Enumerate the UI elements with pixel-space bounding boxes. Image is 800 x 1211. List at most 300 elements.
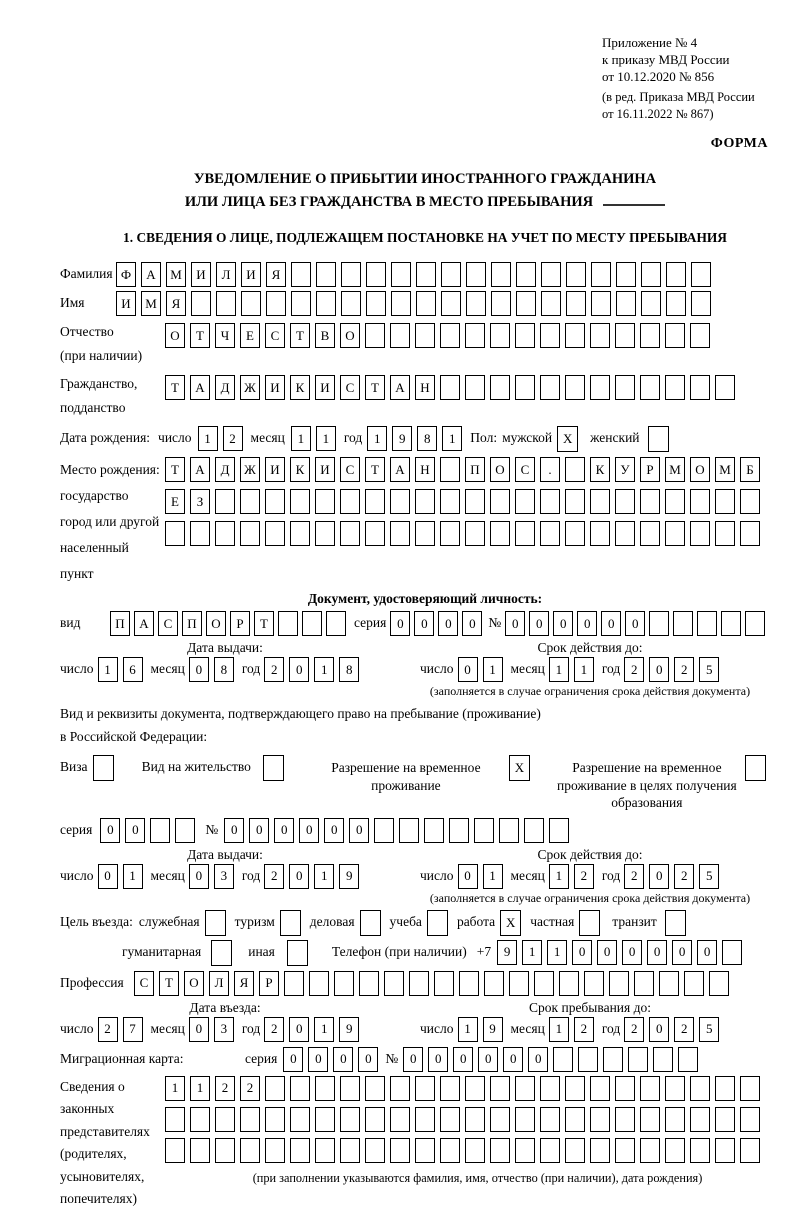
cell[interactable] (591, 291, 611, 316)
entry-month-cells[interactable] (189, 1017, 234, 1042)
cell[interactable] (709, 971, 729, 996)
cell[interactable] (665, 1107, 685, 1132)
cell[interactable] (216, 291, 236, 316)
cell[interactable] (390, 1138, 410, 1163)
cell[interactable] (241, 291, 261, 316)
cell[interactable] (190, 1107, 210, 1132)
cell[interactable]: 1 (442, 426, 462, 451)
cell[interactable] (440, 1107, 460, 1132)
residence-issue-month-cells[interactable] (189, 864, 234, 889)
residence-expiry-day-cells[interactable] (458, 864, 503, 889)
cell[interactable]: 2 (240, 1076, 260, 1101)
cell[interactable] (665, 521, 685, 546)
cell[interactable] (265, 489, 285, 514)
cell[interactable] (290, 521, 310, 546)
cell[interactable] (365, 1107, 385, 1132)
cell[interactable] (615, 489, 635, 514)
expiry-day-cells[interactable] (458, 657, 503, 682)
cell[interactable] (366, 291, 386, 316)
cell[interactable] (484, 971, 504, 996)
cell[interactable]: 2 (264, 1017, 284, 1042)
birthplace-row2-cells[interactable] (165, 489, 760, 514)
cell[interactable]: А (390, 375, 410, 400)
cell[interactable] (640, 489, 660, 514)
cell[interactable] (265, 521, 285, 546)
purpose-business-checkbox[interactable] (360, 910, 381, 936)
cell[interactable]: 2 (624, 657, 644, 682)
cell[interactable] (175, 818, 195, 843)
cell[interactable] (365, 1076, 385, 1101)
cell[interactable]: К (290, 375, 310, 400)
cell[interactable]: 9 (392, 426, 412, 451)
cell[interactable] (628, 1047, 648, 1072)
cell[interactable] (590, 521, 610, 546)
cell[interactable]: 2 (264, 657, 284, 682)
cell[interactable] (491, 291, 511, 316)
cell[interactable] (150, 818, 170, 843)
cell[interactable]: Т (254, 611, 274, 636)
cell[interactable] (640, 323, 660, 348)
patronymic-cells[interactable] (165, 323, 710, 348)
cell[interactable] (540, 489, 560, 514)
cell[interactable] (740, 489, 760, 514)
cell[interactable] (534, 971, 554, 996)
expiry-month-cells[interactable] (549, 657, 594, 682)
cell[interactable]: 0 (358, 1047, 378, 1072)
cell[interactable] (440, 457, 460, 482)
cell[interactable]: 1 (549, 864, 569, 889)
cell[interactable] (745, 755, 766, 781)
cell[interactable]: X (500, 910, 521, 936)
cell[interactable] (515, 489, 535, 514)
cell[interactable]: 8 (214, 657, 234, 682)
cell[interactable]: И (241, 262, 261, 287)
cell[interactable]: К (290, 457, 310, 482)
firstname-cells[interactable] (116, 291, 711, 316)
cell[interactable] (365, 323, 385, 348)
cell[interactable] (540, 1076, 560, 1101)
cell[interactable] (590, 323, 610, 348)
cell[interactable] (441, 291, 461, 316)
cell[interactable] (366, 262, 386, 287)
cell[interactable]: 9 (497, 940, 517, 965)
purpose-humanitarian-checkbox[interactable] (211, 940, 232, 966)
cell[interactable]: 2 (674, 1017, 694, 1042)
cell[interactable]: Р (259, 971, 279, 996)
cell[interactable] (341, 262, 361, 287)
cell[interactable] (215, 1138, 235, 1163)
legal-reps-row3-cells[interactable] (165, 1138, 760, 1163)
cell[interactable] (690, 521, 710, 546)
cell[interactable]: З (190, 489, 210, 514)
cell[interactable] (424, 818, 444, 843)
purpose-transit-checkbox[interactable] (665, 910, 686, 936)
birth-day-cells[interactable] (198, 426, 243, 451)
entry-day-cells[interactable] (98, 1017, 143, 1042)
cell[interactable] (665, 1138, 685, 1163)
cell[interactable] (465, 489, 485, 514)
cell[interactable]: 0 (453, 1047, 473, 1072)
cell[interactable] (640, 1138, 660, 1163)
cell[interactable] (740, 1138, 760, 1163)
cell[interactable]: 0 (98, 864, 118, 889)
cell[interactable]: 2 (98, 1017, 118, 1042)
cell[interactable] (265, 1138, 285, 1163)
cell[interactable]: 2 (624, 1017, 644, 1042)
cell[interactable]: 0 (572, 940, 592, 965)
cell[interactable]: Д (215, 375, 235, 400)
cell[interactable]: 0 (505, 611, 525, 636)
cell[interactable]: М (715, 457, 735, 482)
cell[interactable] (440, 323, 460, 348)
stay-month-cells[interactable] (549, 1017, 594, 1042)
cell[interactable] (265, 1076, 285, 1101)
cell[interactable] (565, 323, 585, 348)
cell[interactable]: 8 (339, 657, 359, 682)
cell[interactable] (205, 910, 226, 936)
cell[interactable] (745, 611, 765, 636)
cell[interactable] (715, 375, 735, 400)
cell[interactable] (415, 323, 435, 348)
cell[interactable]: 5 (699, 864, 719, 889)
cell[interactable] (641, 291, 661, 316)
residence-number-cells[interactable] (224, 818, 569, 843)
cell[interactable]: 1 (98, 657, 118, 682)
cell[interactable]: 0 (428, 1047, 448, 1072)
cell[interactable] (665, 375, 685, 400)
cell[interactable]: О (490, 457, 510, 482)
cell[interactable]: 0 (283, 1047, 303, 1072)
cell[interactable] (340, 1138, 360, 1163)
cell[interactable] (215, 489, 235, 514)
cell[interactable]: 1 (522, 940, 542, 965)
cell[interactable] (415, 1107, 435, 1132)
cell[interactable]: 1 (123, 864, 143, 889)
cell[interactable] (415, 1076, 435, 1101)
cell[interactable]: 0 (390, 611, 410, 636)
residence-permit-checkbox[interactable] (263, 755, 284, 781)
cell[interactable]: 0 (553, 611, 573, 636)
cell[interactable] (565, 489, 585, 514)
residence-expiry-month-cells[interactable] (549, 864, 594, 889)
cell[interactable] (359, 971, 379, 996)
cell[interactable]: 1 (483, 657, 503, 682)
cell[interactable] (665, 323, 685, 348)
cell[interactable] (609, 971, 629, 996)
birth-month-cells[interactable] (291, 426, 336, 451)
cell[interactable] (315, 1107, 335, 1132)
migration-number-cells[interactable] (403, 1047, 698, 1072)
cell[interactable] (524, 818, 544, 843)
temp-residence-checkbox[interactable] (509, 755, 530, 781)
cell[interactable] (291, 262, 311, 287)
cell[interactable] (490, 489, 510, 514)
purpose-study-checkbox[interactable] (427, 910, 448, 936)
cell[interactable] (240, 521, 260, 546)
cell[interactable] (340, 1076, 360, 1101)
cell[interactable] (653, 1047, 673, 1072)
cell[interactable] (659, 971, 679, 996)
cell[interactable]: 0 (503, 1047, 523, 1072)
cell[interactable] (334, 971, 354, 996)
cell[interactable]: Т (159, 971, 179, 996)
cell[interactable] (165, 1107, 185, 1132)
cell[interactable] (499, 818, 519, 843)
cell[interactable]: С (515, 457, 535, 482)
cell[interactable] (360, 910, 381, 936)
cell[interactable]: 0 (289, 864, 309, 889)
migration-series-cells[interactable] (283, 1047, 378, 1072)
cell[interactable] (391, 291, 411, 316)
cell[interactable]: X (557, 426, 578, 452)
cell[interactable]: Т (290, 323, 310, 348)
cell[interactable]: П (182, 611, 202, 636)
cell[interactable]: А (134, 611, 154, 636)
cell[interactable]: 0 (458, 864, 478, 889)
cell[interactable]: Н (415, 457, 435, 482)
cell[interactable]: 2 (223, 426, 243, 451)
cell[interactable]: С (158, 611, 178, 636)
cell[interactable] (516, 262, 536, 287)
cell[interactable] (290, 1138, 310, 1163)
cell[interactable] (409, 971, 429, 996)
cell[interactable]: Д (215, 457, 235, 482)
cell[interactable] (578, 1047, 598, 1072)
birth-year-cells[interactable] (367, 426, 462, 451)
cell[interactable] (340, 489, 360, 514)
cell[interactable]: 3 (214, 1017, 234, 1042)
cell[interactable] (540, 1138, 560, 1163)
cell[interactable] (640, 1107, 660, 1132)
cell[interactable]: О (340, 323, 360, 348)
cell[interactable]: Т (165, 457, 185, 482)
cell[interactable] (722, 940, 742, 965)
citizenship-cells[interactable] (165, 375, 735, 400)
cell[interactable] (540, 375, 560, 400)
cell[interactable]: Т (165, 375, 185, 400)
cell[interactable] (440, 1138, 460, 1163)
issue-year-cells[interactable] (264, 657, 359, 682)
cell[interactable]: 8 (417, 426, 437, 451)
cell[interactable]: 2 (674, 864, 694, 889)
cell[interactable]: О (206, 611, 226, 636)
cell[interactable]: 0 (333, 1047, 353, 1072)
cell[interactable] (565, 457, 585, 482)
cell[interactable]: А (141, 262, 161, 287)
cell[interactable] (697, 611, 717, 636)
cell[interactable] (634, 971, 654, 996)
cell[interactable]: 9 (339, 864, 359, 889)
purpose-private-checkbox[interactable] (579, 910, 600, 936)
cell[interactable] (440, 489, 460, 514)
cell[interactable] (584, 971, 604, 996)
cell[interactable]: 6 (123, 657, 143, 682)
phone-cells[interactable] (497, 940, 742, 965)
cell[interactable]: 9 (339, 1017, 359, 1042)
cell[interactable]: 1 (549, 1017, 569, 1042)
cell[interactable]: И (116, 291, 136, 316)
cell[interactable] (340, 521, 360, 546)
cell[interactable]: В (315, 323, 335, 348)
legal-reps-row1-cells[interactable] (165, 1076, 760, 1101)
cell[interactable]: 0 (649, 1017, 669, 1042)
cell[interactable]: 1 (458, 1017, 478, 1042)
cell[interactable]: 3 (214, 864, 234, 889)
cell[interactable]: 0 (577, 611, 597, 636)
cell[interactable]: 0 (289, 1017, 309, 1042)
cell[interactable] (427, 910, 448, 936)
cell[interactable] (365, 521, 385, 546)
cell[interactable] (715, 1138, 735, 1163)
cell[interactable]: 2 (264, 864, 284, 889)
cell[interactable]: 0 (529, 611, 549, 636)
cell[interactable] (740, 521, 760, 546)
cell[interactable] (565, 521, 585, 546)
cell[interactable] (490, 521, 510, 546)
cell[interactable]: И (315, 375, 335, 400)
issue-day-cells[interactable] (98, 657, 143, 682)
cell[interactable] (740, 1107, 760, 1132)
cell[interactable] (459, 971, 479, 996)
cell[interactable] (565, 1138, 585, 1163)
cell[interactable] (240, 1107, 260, 1132)
cell[interactable] (287, 940, 308, 966)
cell[interactable] (465, 1076, 485, 1101)
cell[interactable]: А (190, 457, 210, 482)
cell[interactable] (615, 1107, 635, 1132)
cell[interactable] (591, 262, 611, 287)
cell[interactable] (615, 375, 635, 400)
cell[interactable] (515, 1138, 535, 1163)
cell[interactable] (515, 521, 535, 546)
cell[interactable] (165, 1138, 185, 1163)
cell[interactable] (465, 375, 485, 400)
cell[interactable] (615, 521, 635, 546)
cell[interactable]: Ч (215, 323, 235, 348)
cell[interactable]: 0 (649, 657, 669, 682)
cell[interactable] (515, 375, 535, 400)
cell[interactable] (615, 323, 635, 348)
cell[interactable] (715, 489, 735, 514)
cell[interactable] (278, 611, 298, 636)
cell[interactable]: 5 (699, 657, 719, 682)
cell[interactable]: Т (190, 323, 210, 348)
cell[interactable] (715, 521, 735, 546)
cell[interactable]: П (465, 457, 485, 482)
cell[interactable] (390, 1107, 410, 1132)
cell[interactable] (640, 375, 660, 400)
cell[interactable] (648, 426, 669, 452)
cell[interactable] (640, 521, 660, 546)
cell[interactable] (284, 971, 304, 996)
surname-cells[interactable] (116, 262, 711, 287)
cell[interactable] (466, 291, 486, 316)
male-checkbox[interactable] (557, 426, 578, 452)
cell[interactable]: 1 (316, 426, 336, 451)
birthplace-row3-cells[interactable] (165, 521, 760, 546)
cell[interactable] (691, 262, 711, 287)
cell[interactable]: 0 (458, 657, 478, 682)
residence-expiry-year-cells[interactable] (624, 864, 719, 889)
cell[interactable] (490, 1107, 510, 1132)
cell[interactable]: 1 (190, 1076, 210, 1101)
cell[interactable] (440, 375, 460, 400)
cell[interactable]: 1 (314, 657, 334, 682)
cell[interactable]: 0 (414, 611, 434, 636)
cell[interactable] (340, 1107, 360, 1132)
cell[interactable] (721, 611, 741, 636)
cell[interactable]: 1 (291, 426, 311, 451)
cell[interactable] (326, 611, 346, 636)
cell[interactable]: . (540, 457, 560, 482)
cell[interactable]: 1 (314, 864, 334, 889)
cell[interactable] (549, 818, 569, 843)
cell[interactable] (211, 940, 232, 966)
cell[interactable]: О (165, 323, 185, 348)
cell[interactable] (315, 521, 335, 546)
cell[interactable] (215, 521, 235, 546)
cell[interactable]: 0 (462, 611, 482, 636)
cell[interactable] (490, 375, 510, 400)
cell[interactable] (291, 291, 311, 316)
cell[interactable] (590, 375, 610, 400)
cell[interactable] (540, 323, 560, 348)
cell[interactable]: 0 (672, 940, 692, 965)
profession-cells[interactable] (134, 971, 729, 996)
cell[interactable] (416, 291, 436, 316)
purpose-tourism-checkbox[interactable] (280, 910, 301, 936)
cell[interactable]: О (184, 971, 204, 996)
cell[interactable]: Ж (240, 375, 260, 400)
cell[interactable] (615, 1076, 635, 1101)
cell[interactable] (399, 818, 419, 843)
cell[interactable]: Я (166, 291, 186, 316)
cell[interactable]: Л (216, 262, 236, 287)
cell[interactable]: С (265, 323, 285, 348)
cell[interactable] (315, 1076, 335, 1101)
cell[interactable]: 0 (597, 940, 617, 965)
cell[interactable]: Р (640, 457, 660, 482)
cell[interactable]: 0 (299, 818, 319, 843)
cell[interactable]: Ж (240, 457, 260, 482)
legal-reps-row2-cells[interactable] (165, 1107, 760, 1132)
cell[interactable] (441, 262, 461, 287)
cell[interactable] (415, 1138, 435, 1163)
cell[interactable]: 5 (699, 1017, 719, 1042)
cell[interactable] (553, 1047, 573, 1072)
cell[interactable] (684, 971, 704, 996)
cell[interactable]: 0 (125, 818, 145, 843)
cell[interactable] (579, 910, 600, 936)
cell[interactable] (516, 291, 536, 316)
cell[interactable]: Т (365, 457, 385, 482)
cell[interactable] (673, 611, 693, 636)
entry-year-cells[interactable] (264, 1017, 359, 1042)
cell[interactable]: 1 (547, 940, 567, 965)
cell[interactable] (665, 910, 686, 936)
cell[interactable]: X (509, 755, 530, 781)
cell[interactable]: 0 (189, 864, 209, 889)
cell[interactable] (190, 521, 210, 546)
stay-day-cells[interactable] (458, 1017, 503, 1042)
cell[interactable] (365, 1138, 385, 1163)
cell[interactable]: 0 (289, 657, 309, 682)
cell[interactable] (374, 818, 394, 843)
cell[interactable]: Я (234, 971, 254, 996)
cell[interactable] (665, 489, 685, 514)
cell[interactable]: 1 (314, 1017, 334, 1042)
purpose-other-checkbox[interactable] (287, 940, 308, 966)
